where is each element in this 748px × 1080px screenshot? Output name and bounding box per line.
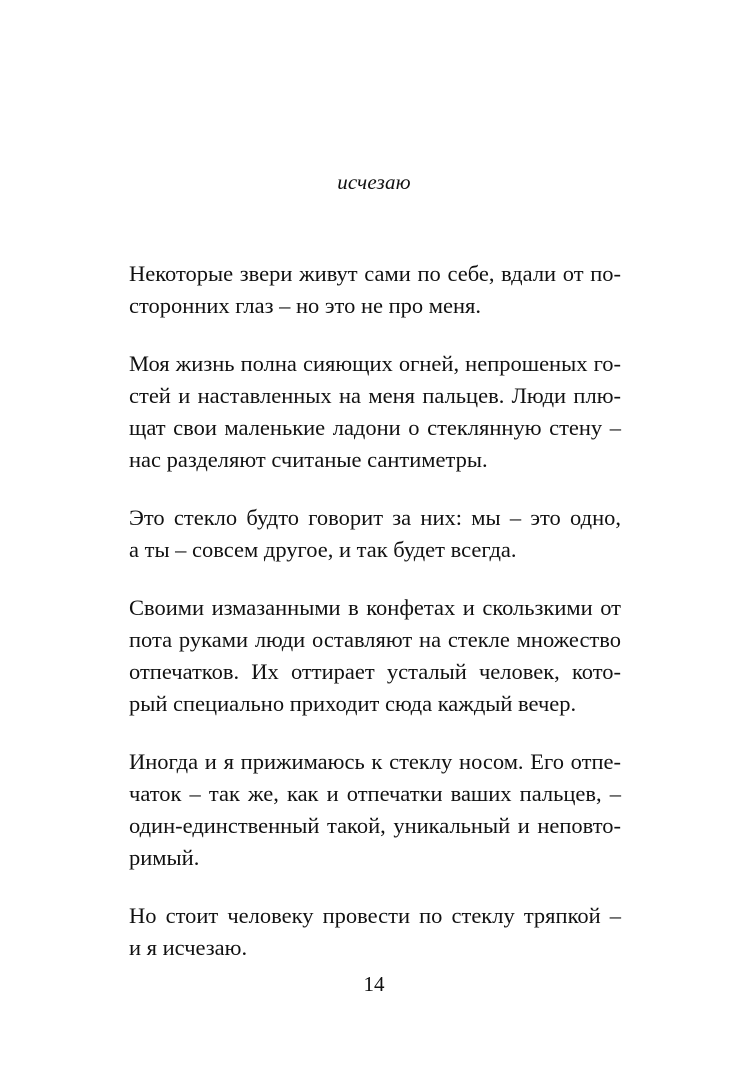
paragraph-2 bbox=[129, 348, 621, 476]
paragraph-1 bbox=[129, 258, 621, 322]
paragraph-4 bbox=[129, 592, 621, 720]
page-number: 14 bbox=[363, 972, 385, 996]
text-line: нас разделяют считаные сантиметры. bbox=[129, 447, 488, 472]
text-line: Своими измазанными в конфетах и скользкими от bbox=[129, 595, 621, 620]
text-line: Иногда и я прижимаюсь к стеклу носом. Его отпе- bbox=[129, 749, 621, 774]
text-line: сторонних глаз – но это не про меня. bbox=[129, 293, 482, 318]
text-line: щат свои маленькие ладони о стеклянную стену – bbox=[129, 415, 621, 440]
text-line: пота руками люди оставляют на стекле множество bbox=[129, 627, 621, 652]
text-line: один-единственный такой, уникальный и неповто- bbox=[129, 813, 621, 838]
text-line: Это стекло будто говорит за них: мы – это одно, bbox=[129, 505, 621, 530]
text-line: а ты – совсем другое, и так будет всегда. bbox=[129, 537, 517, 562]
text-line: и я исчезаю. bbox=[129, 935, 248, 960]
body-text bbox=[129, 258, 621, 990]
text-line: чаток – так же, как и отпечатки ваших пальцев, – bbox=[129, 781, 621, 806]
paragraph-3 bbox=[129, 502, 621, 566]
text-line: стей и наставленных на меня пальцев. Люди плю- bbox=[129, 383, 621, 408]
text-line: Некоторые звери живут сами по себе, вдали от по- bbox=[129, 261, 621, 286]
paragraph-6 bbox=[129, 900, 621, 964]
paragraph-5 bbox=[129, 746, 621, 874]
text-line: рый специально приходит сюда каждый вечер. bbox=[129, 691, 577, 716]
text-line: Моя жизнь полна сияющих огней, непрошеных го- bbox=[129, 351, 621, 376]
text-line: Но стоит человеку провести по стеклу тряпкой – bbox=[129, 903, 621, 928]
text-line: отпечатков. Их оттирает усталый человек, кото- bbox=[129, 659, 621, 684]
chapter-title: исчезаю bbox=[337, 170, 411, 194]
text-line: римый. bbox=[129, 845, 200, 870]
